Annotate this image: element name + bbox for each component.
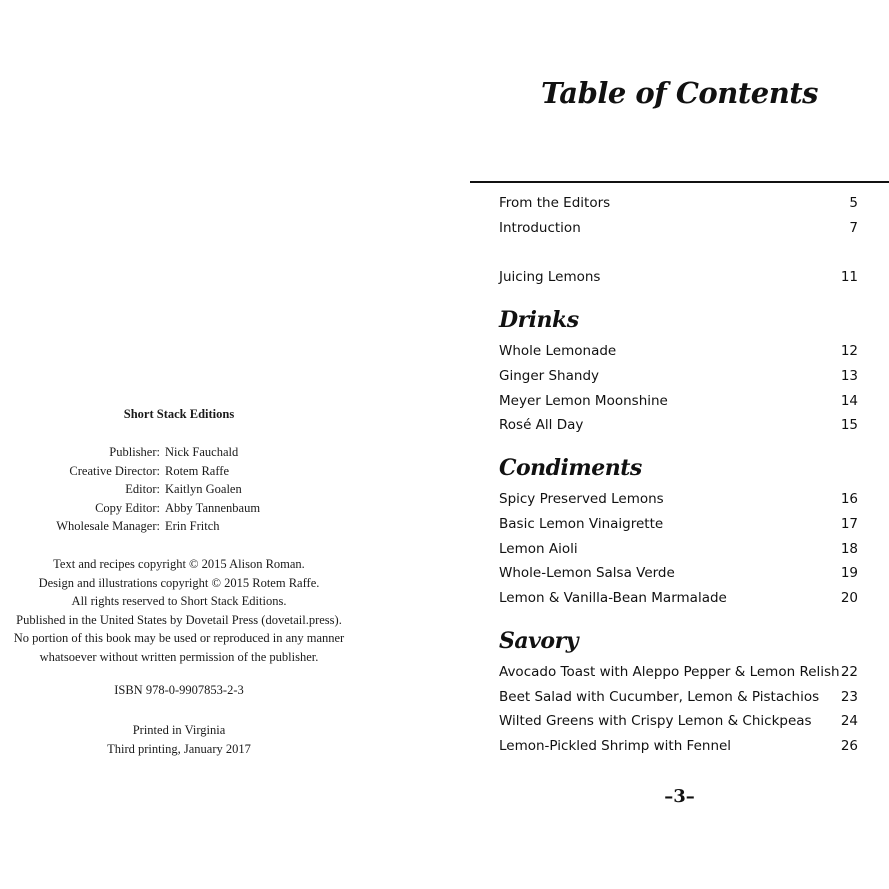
copyright-line: No portion of this book may be used or reproduced in any manner [13,631,345,645]
toc-entry-page: 16 [840,491,858,507]
toc-entry [499,266,858,288]
credit-name: Rotem Raffe [165,463,229,478]
toc-entry-title: Lemon Aioli [499,541,578,557]
copyright-line: Text and recipes copyright © 2015 Alison Roman. [53,557,305,571]
printing-line: Printed in Virginia [132,723,226,737]
printing-line: Third printing, January 2017 [107,741,251,756]
toc-entry [499,390,858,412]
printing-block [0,721,358,758]
toc-entry-title: Spicy Preserved Lemons [499,491,664,507]
toc-entry-title: Introduction [499,220,581,236]
copyright-line: whatsoever without written permission of the publisher. [39,649,319,664]
credit-row [0,517,360,536]
section-heading-drinks: Drinks [499,307,579,333]
section-heading-condiments: Condiments [499,455,642,481]
credit-name: Abby Tannenbaum [165,500,261,515]
toc-entry-page: 7 [849,220,858,236]
toc-entry-page: 20 [840,590,858,606]
toc-page [470,0,889,889]
credit-role: Copy Editor: [95,500,160,515]
toc-entry-title: Lemon-Pickled Shrimp with Fennel [499,738,732,754]
toc-entry-title: Whole-Lemon Salsa Verde [499,565,675,581]
toc-entry-title: From the Editors [499,195,611,211]
toc-entry [499,661,858,683]
toc-entry-title: Wilted Greens with Crispy Lemon & Chickpeas [499,713,812,729]
toc-entry [499,538,858,560]
toc-entry [499,414,858,436]
toc-entry [499,686,858,708]
toc-entry-title: Whole Lemonade [499,343,617,359]
toc-entry-title: Rosé All Day [499,417,584,433]
page-number: –3– [664,786,695,807]
toc-entry [499,735,858,757]
credit-row [0,499,360,518]
toc-entry-page: 18 [840,541,858,557]
credit-name: Kaitlyn Goalen [165,482,242,496]
toc-entry-page: 23 [840,689,858,705]
credit-role: Editor: [125,482,160,496]
credit-row [0,480,360,499]
toc-entry-page: 15 [840,417,858,433]
title-divider [470,181,889,183]
isbn: ISBN 978-0-9907853-2-3 [114,683,244,697]
toc-entry [499,513,858,535]
credits-list [0,443,360,536]
toc-entry-title: Ginger Shandy [499,368,599,384]
toc-entry-title: Juicing Lemons [499,269,601,285]
toc-entry [499,710,858,732]
toc-entry-title: Lemon & Vanilla-Bean Marmalade [499,590,727,606]
toc-entry-page: 13 [840,368,858,384]
credit-role: Wholesale Manager: [56,519,160,533]
copyright-line: Published in the United States by Dovetail Press (dovetail.press). [16,612,342,627]
toc-title: Table of Contents [540,76,818,110]
credit-role: Publisher: [109,445,160,459]
toc-entry-page: 19 [840,565,858,581]
credit-row [0,462,360,481]
toc-entry-page: 22 [840,664,858,680]
toc-entry [499,192,858,214]
colophon-page [0,0,360,889]
toc-entry-page: 5 [849,195,858,211]
toc-entry-page: 12 [840,343,858,359]
section-heading-savory: Savory [499,628,578,654]
toc-entry [499,365,858,387]
publisher-name: Short Stack Editions [123,407,235,421]
toc-entry-page: 11 [840,269,858,285]
toc-entry-page: 26 [840,738,858,754]
credit-row [0,443,360,462]
credit-name: Nick Fauchald [165,445,239,459]
toc-entry-title: Meyer Lemon Moonshine [499,393,668,409]
toc-entry [499,340,858,362]
toc-entry [499,587,858,609]
toc-entry-title: Basic Lemon Vinaigrette [499,516,664,532]
toc-entry-title: Beet Salad with Cucumber, Lemon & Pistachios [499,689,820,705]
toc-entry-page: 14 [840,393,858,409]
copyright-line: All rights reserved to Short Stack Editions. [71,594,287,608]
toc-entry [499,488,858,510]
toc-entry-page: 24 [840,713,858,729]
toc-entry-page: 17 [840,516,858,532]
toc-entry [499,562,858,584]
toc-entry [499,217,858,239]
copyright-line: Design and illustrations copyright © 2015 Rotem Raffe. [38,575,320,590]
credit-role: Creative Director: [69,463,160,478]
copyright-block [0,555,358,666]
toc-entry-title: Avocado Toast with Aleppo Pepper & Lemon Relish [499,664,840,680]
credit-name: Erin Fritch [165,519,220,533]
